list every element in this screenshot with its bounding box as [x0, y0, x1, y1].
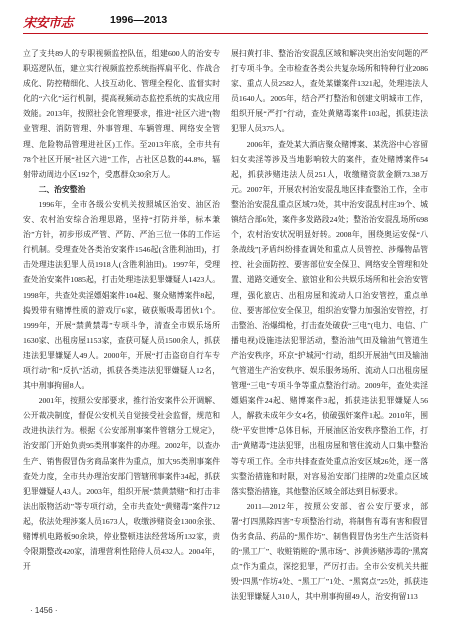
section-heading: 二、治安整治	[38, 184, 86, 194]
right-paragraph-2: 2006年，查处某大酒店聚众赌博案、某洗浴中心容留妇女卖淫等涉及当地影响较大的案件，查处赌博案件54起，抓获涉赌违法人员251人，收缴赌资款金额73.38万元。2007年，开展农村治安混乱地区排查整治工作，全市整治治安混乱重点区域73处，其中治安混乱村庄39个、城镇结合部6处，案件多发路段24处；整治治安混乱场所698个，农村治安状况明显好转。2008年，围绕奥运安保“八条战线”[矛盾纠纷排查调处和重点人员管控、涉爆物品管控、社会面防控、要害部位安全保卫、网络安全管理和处置、道路交通安全、旅馆业和公共娱乐场所和社会治安管理，强化旅店、出租房屋和流动人口治安管控，重点单位、要害部位安全保卫，组织治安警力加强治安管控，打击整治、治爆缉枪，打击查处破获“三电”(电力、电信、广播电视)设施违法犯罪活动，整治油气田及输油气管道生产治安秩序，环京“护城河”行动，组织开展油气田及输油气管道生产治安秩序、娱乐服务场所、流动人口出租房屋管理“三电”专项斗争等重点整治行动。2009年，查处卖淫嫖娼案件24起、赌博案件3起，抓获违法犯罪嫌疑人56人，解救未成年少女4名，侦破强奸案件1起。2010年，围绕“平安世博”总体目标，开展油区治安秩序整治工作，打击“黄赌毒”违法犯罪，出租房屋和管住流动人口集中整治等专项工作。全市共排查查处重点治安区域26处，逐一落实整治措施和时限，对容易治安部门挂牌的2处重点区域落实整治措施，其他整治区域全部达到目标要求。	[231, 139, 428, 496]
header-years: 1996—2013	[110, 14, 168, 26]
left-paragraph-3: 2001年，按照公安部要求，推行治安案件公开调解、公开裁决制度，督促公安机关自觉接受社会监督，规范和改进执法行为。根据《公安部刑事案件管辖分工规定》，治安部门开始负责95类刑事案件的办理。2002年，以查办生产、销售假冒伪劣商品案件为重点，加大95类刑事案件查处力度，全市共办理治安部门管辖刑事案件34起，抓获犯罪嫌疑人43人。2003年，组织开展“禁黄禁赌”和打击非法出版物活动”等专项行动，全市共查处“黄赌毒”案件712起，依法处理涉案人员1673人，收缴涉赌资金1300余张、赌博机电路板90余块，停业整顿违法经营场所132家，责令限期整改420家，清理营利性陪侍人员432人。2004年，开	[23, 396, 220, 572]
left-column	[23, 46, 220, 601]
header-divider	[23, 33, 428, 34]
right-paragraph-1: 展扫黄打非、整治治安混乱区域和解决突出治安问题的严打专项斗争。全市检查各类公共复杂场所和特种行业2086家、重点人员2582人，查处某嫌案件1321起，处理违法人员1640人。2005年，结合严打整治和创建文明城市工作，组织开展“严打”行动，查处黄赌毒案件103起，抓获违法犯罪人员375人。	[231, 49, 428, 134]
city-gazetteer-logo: 宋安市志	[23, 16, 74, 31]
right-paragraph-3: 2011—2012年，按照公安部、省公安厅要求，部署“打四黑除四害”专项整治行动，将制售有毒有害和假冒伪劣食品、药品的“黑作坊”、制售假冒伪劣生产生活资料的“黑工厂”、收赃销赃的“黑市场”、涉黄涉赌涉毒的“黑窝点”作为重点，深挖犯罪，严厉打击。全市公安机关共摧毁“四黑”作坊4处、“黑工厂”1处、“黑窝点”25处，抓获违法犯罪嫌疑人310人，其中刑事拘留49人，治安拘留113	[231, 501, 428, 601]
left-paragraph-2: 1996年，全市各级公安机关按照城区治安、油区治安、农村治安综合治理思路，坚持“打防并举，标本兼治”方针，初步形成严管、严防、严治三位一体的工作运行机制。受理查处各类治安案件1546起(含胜利油田)，打击处理违法犯罪人员1918人(含胜利油田)。1997年，受理查处治安案件1085起，打击处理违法犯罪嫌疑人1423人。1998年，共查处卖淫嫖娼案件104起、聚众赌博案件8起，捣毁带有赌博性质的游戏厅6家，破获贩吸毒团伙1个。1999年，开展“禁黄禁毒”专项斗争，清查全市娱乐场所1630家、出租房屋1153家，查获可疑人员1500余人，抓获违法犯罪嫌疑人49人。2000年，开展“打击盗窃自行车专项行动”和“反扒”活动，抓获各类违法犯罪嫌疑人12名，其中刑事拘留8人。	[23, 199, 220, 391]
running-header	[23, 12, 428, 34]
left-paragraph-1: 立了支共89人的专职视频监控队伍，组建600人的治安专职巡逻队伍，建立实行视频监控系统指挥扁平化、作战合成化、防控精细化、人技互动化、管理全程化、监督实时化的“六化”运行机制，提高视频动态监控系统的实战应用效能。2013年，按照社会化管理要求，推进“社区六进”(物业管理、消防管理、外事管理、车辆管理、网络安全管理、危险物品管理进社区)工作。至2013年底，全市共有78个社区开展“社区六进”工作，占社区总数的44.8%，辐射带动周边小区192个，受惠群众30余万人。	[23, 49, 220, 179]
right-column	[231, 46, 428, 601]
page-number: · 1456 ·	[30, 606, 58, 615]
